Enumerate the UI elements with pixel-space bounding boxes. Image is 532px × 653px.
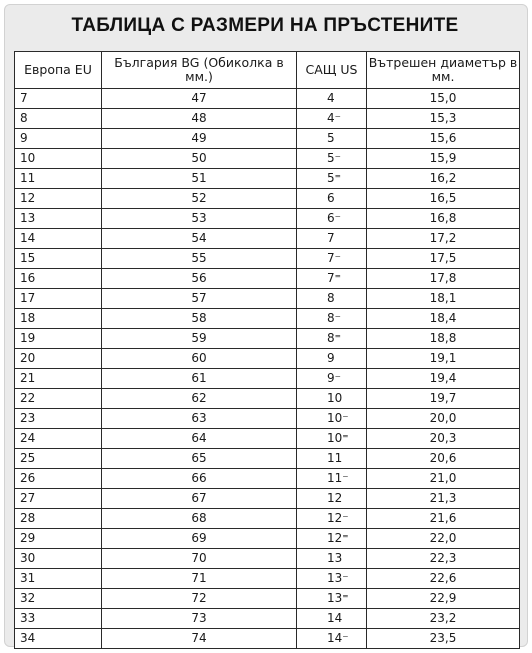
us-size-cell: 13⁼ — [297, 589, 367, 609]
bg-circumference-cell: 50 — [102, 149, 297, 169]
header-us: САЩ US — [297, 52, 367, 89]
table-row — [15, 109, 520, 129]
bg-circumference-cell: 55 — [102, 249, 297, 269]
us-size-cell: 10⁼ — [297, 429, 367, 449]
table-row — [15, 609, 520, 629]
table-row — [15, 89, 520, 109]
inner-diameter-cell: 17,5 — [367, 249, 520, 269]
eu-size-cell: 16 — [15, 269, 102, 289]
inner-diameter-cell: 15,9 — [367, 149, 520, 169]
eu-size-cell: 26 — [15, 469, 102, 489]
eu-size-cell: 13 — [15, 209, 102, 229]
inner-diameter-cell: 18,4 — [367, 309, 520, 329]
bg-circumference-cell: 51 — [102, 169, 297, 189]
eu-size-cell: 8 — [15, 109, 102, 129]
us-size-cell: 8⁻ — [297, 309, 367, 329]
table-row — [15, 309, 520, 329]
inner-diameter-cell: 19,1 — [367, 349, 520, 369]
us-size-cell: 6⁻ — [297, 209, 367, 229]
page-title: ТАБЛИЦА С РАЗМЕРИ НА ПРЪСТЕНИТЕ — [71, 15, 459, 36]
eu-size-cell: 27 — [15, 489, 102, 509]
us-size-cell: 12⁼ — [297, 529, 367, 549]
bg-circumference-cell: 74 — [102, 629, 297, 649]
table-row — [15, 509, 520, 529]
eu-size-cell: 24 — [15, 429, 102, 449]
bg-circumference-cell: 72 — [102, 589, 297, 609]
inner-diameter-cell: 18,1 — [367, 289, 520, 309]
us-size-cell: 12⁻ — [297, 509, 367, 529]
bg-circumference-cell: 64 — [102, 429, 297, 449]
inner-diameter-cell: 21,3 — [367, 489, 520, 509]
eu-size-cell: 29 — [15, 529, 102, 549]
bg-circumference-cell: 65 — [102, 449, 297, 469]
us-size-cell: 8 — [297, 289, 367, 309]
inner-diameter-cell: 22,6 — [367, 569, 520, 589]
inner-diameter-cell: 23,2 — [367, 609, 520, 629]
eu-size-cell: 33 — [15, 609, 102, 629]
eu-size-cell: 25 — [15, 449, 102, 469]
inner-diameter-cell: 15,6 — [367, 129, 520, 149]
table-row — [15, 489, 520, 509]
bg-circumference-cell: 49 — [102, 129, 297, 149]
eu-size-cell: 32 — [15, 589, 102, 609]
us-size-cell: 12 — [297, 489, 367, 509]
inner-diameter-cell: 15,3 — [367, 109, 520, 129]
eu-size-cell: 30 — [15, 549, 102, 569]
us-size-cell: 4 — [297, 89, 367, 109]
table-header-row — [15, 52, 520, 89]
table-row — [15, 169, 520, 189]
inner-diameter-cell: 23,5 — [367, 629, 520, 649]
table-row — [15, 329, 520, 349]
us-size-cell: 9⁻ — [297, 369, 367, 389]
bg-circumference-cell: 61 — [102, 369, 297, 389]
table-row — [15, 149, 520, 169]
eu-size-cell: 9 — [15, 129, 102, 149]
us-size-cell: 5 — [297, 129, 367, 149]
us-size-cell: 7⁻ — [297, 249, 367, 269]
bg-circumference-cell: 48 — [102, 109, 297, 129]
bg-circumference-cell: 53 — [102, 209, 297, 229]
us-size-cell: 11⁻ — [297, 469, 367, 489]
inner-diameter-cell: 19,7 — [367, 389, 520, 409]
inner-diameter-cell: 20,6 — [367, 449, 520, 469]
table-row — [15, 249, 520, 269]
table-row — [15, 369, 520, 389]
inner-diameter-cell: 19,4 — [367, 369, 520, 389]
us-size-cell: 7⁼ — [297, 269, 367, 289]
header-diameter: Вътрешен диаметър в мм. — [367, 52, 520, 89]
us-size-cell: 13⁻ — [297, 569, 367, 589]
eu-size-cell: 28 — [15, 509, 102, 529]
inner-diameter-cell: 18,8 — [367, 329, 520, 349]
us-size-cell: 9 — [297, 349, 367, 369]
eu-size-cell: 19 — [15, 329, 102, 349]
inner-diameter-cell: 16,2 — [367, 169, 520, 189]
table-row — [15, 429, 520, 449]
bg-circumference-cell: 58 — [102, 309, 297, 329]
inner-diameter-cell: 17,2 — [367, 229, 520, 249]
eu-size-cell: 17 — [15, 289, 102, 309]
bg-circumference-cell: 56 — [102, 269, 297, 289]
bg-circumference-cell: 60 — [102, 349, 297, 369]
table-row — [15, 589, 520, 609]
table-row — [15, 389, 520, 409]
bg-circumference-cell: 68 — [102, 509, 297, 529]
header-bg: България BG (Обиколка в мм.) — [102, 52, 297, 89]
us-size-cell: 5⁼ — [297, 169, 367, 189]
table-row — [15, 209, 520, 229]
inner-diameter-cell: 22,9 — [367, 589, 520, 609]
inner-diameter-cell: 16,5 — [367, 189, 520, 209]
table-row — [15, 449, 520, 469]
eu-size-cell: 34 — [15, 629, 102, 649]
table-row — [15, 349, 520, 369]
header-eu: Европа EU — [15, 52, 102, 89]
eu-size-cell: 20 — [15, 349, 102, 369]
table-row — [15, 289, 520, 309]
table-row — [15, 529, 520, 549]
bg-circumference-cell: 63 — [102, 409, 297, 429]
us-size-cell: 4⁻ — [297, 109, 367, 129]
us-size-cell: 14⁻ — [297, 629, 367, 649]
inner-diameter-cell: 16,8 — [367, 209, 520, 229]
bg-circumference-cell: 62 — [102, 389, 297, 409]
bg-circumference-cell: 66 — [102, 469, 297, 489]
bg-circumference-cell: 67 — [102, 489, 297, 509]
us-size-cell: 10 — [297, 389, 367, 409]
eu-size-cell: 7 — [15, 89, 102, 109]
inner-diameter-cell: 20,0 — [367, 409, 520, 429]
bg-circumference-cell: 73 — [102, 609, 297, 629]
table-row — [15, 129, 520, 149]
eu-size-cell: 22 — [15, 389, 102, 409]
eu-size-cell: 12 — [15, 189, 102, 209]
bg-circumference-cell: 57 — [102, 289, 297, 309]
eu-size-cell: 23 — [15, 409, 102, 429]
table-row — [15, 549, 520, 569]
eu-size-cell: 18 — [15, 309, 102, 329]
us-size-cell: 8⁼ — [297, 329, 367, 349]
bg-circumference-cell: 47 — [102, 89, 297, 109]
bg-circumference-cell: 71 — [102, 569, 297, 589]
bg-circumference-cell: 69 — [102, 529, 297, 549]
table-row — [15, 269, 520, 289]
eu-size-cell: 15 — [15, 249, 102, 269]
table-row — [15, 469, 520, 489]
ring-size-table — [14, 51, 520, 649]
inner-diameter-cell: 21,0 — [367, 469, 520, 489]
eu-size-cell: 11 — [15, 169, 102, 189]
us-size-cell: 10⁻ — [297, 409, 367, 429]
eu-size-cell: 21 — [15, 369, 102, 389]
eu-size-cell: 10 — [15, 149, 102, 169]
inner-diameter-cell: 20,3 — [367, 429, 520, 449]
table-row — [15, 189, 520, 209]
inner-diameter-cell: 21,6 — [367, 509, 520, 529]
inner-diameter-cell: 15,0 — [367, 89, 520, 109]
us-size-cell: 6 — [297, 189, 367, 209]
table-row — [15, 229, 520, 249]
table-row — [15, 569, 520, 589]
eu-size-cell: 31 — [15, 569, 102, 589]
us-size-cell: 13 — [297, 549, 367, 569]
inner-diameter-cell: 22,3 — [367, 549, 520, 569]
bg-circumference-cell: 54 — [102, 229, 297, 249]
table-row — [15, 409, 520, 429]
table-row — [15, 629, 520, 649]
bg-circumference-cell: 52 — [102, 189, 297, 209]
us-size-cell: 11 — [297, 449, 367, 469]
bg-circumference-cell: 70 — [102, 549, 297, 569]
us-size-cell: 5⁻ — [297, 149, 367, 169]
inner-diameter-cell: 17,8 — [367, 269, 520, 289]
bg-circumference-cell: 59 — [102, 329, 297, 349]
us-size-cell: 7 — [297, 229, 367, 249]
eu-size-cell: 14 — [15, 229, 102, 249]
inner-diameter-cell: 22,0 — [367, 529, 520, 549]
us-size-cell: 14 — [297, 609, 367, 629]
